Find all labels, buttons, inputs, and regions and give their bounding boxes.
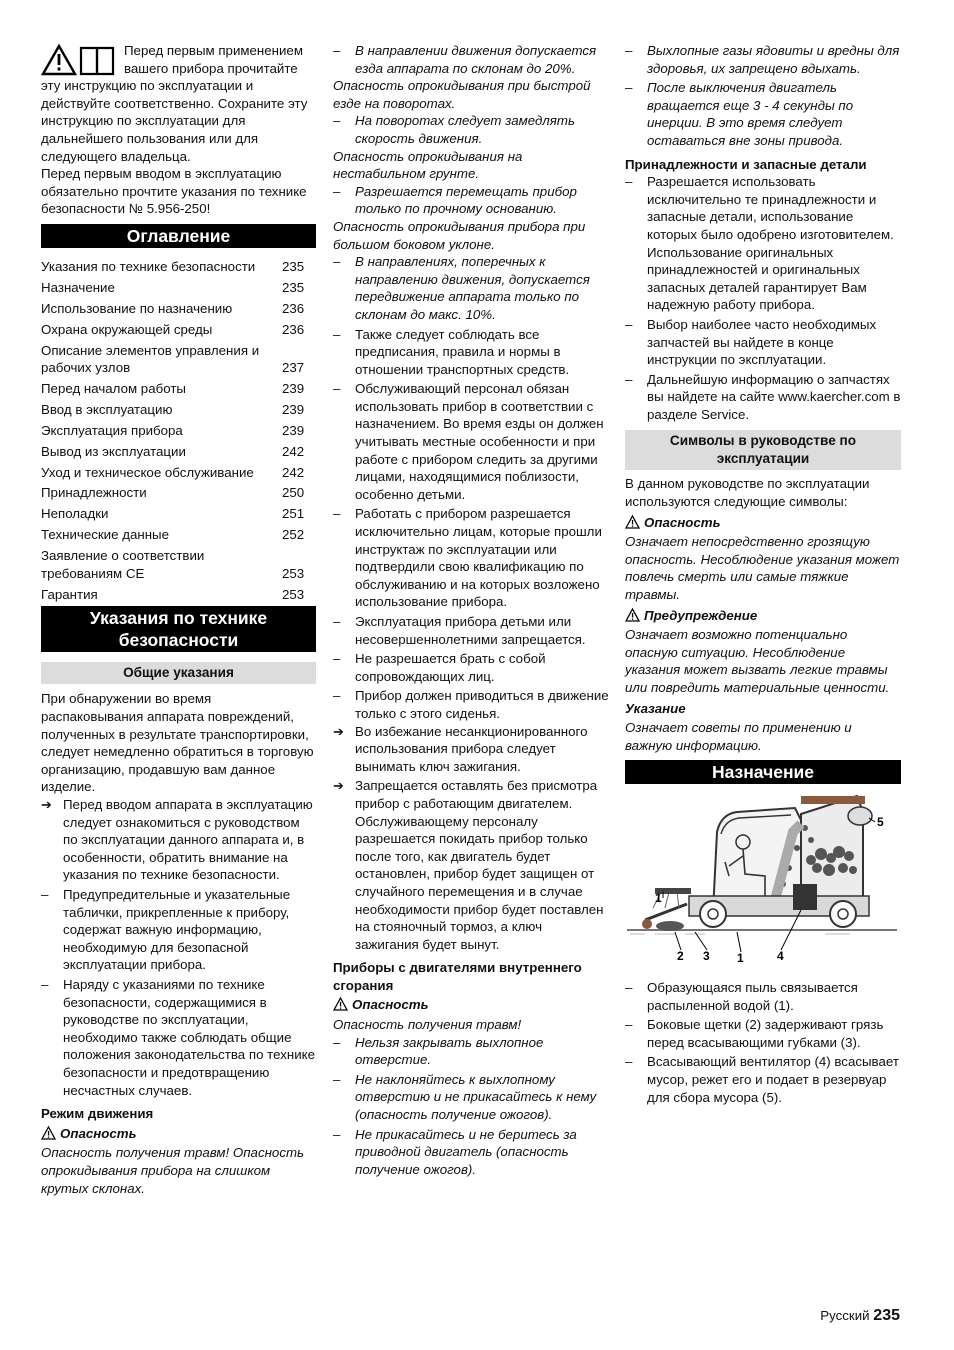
toc-entry [41,300,316,318]
column-3 [625,42,901,1106]
toc-entry-title: Вывод из эксплуатации [41,443,186,459]
list-item: – Не прикасайтесь и не беритесь за приводной двигатель (опасность получение ожогов). [333,1126,577,1177]
toc-title: Оглавление [41,224,316,248]
list-item: – В направлениях, поперечных к направлению движения, допускается передвижение аппарата только по склонам до макс. 10%. [333,254,590,322]
accessories-title: Принадлежности и запасные детали [625,156,867,172]
toc-entry [41,380,316,398]
general-title: Общие указания [41,662,316,684]
toc-entry-title: Уход и техническое обслуживание [41,464,254,480]
toc-entry-page: 239 [282,422,305,438]
list-item: – Не разрешается брать с собой сопровождающих лиц. [333,651,546,684]
general-text: При обнаружении во время распаковывания аппарата повреждений, полученных в результате транспортировки, следует немедленно обратиться в торговую организацию, продавшую вам данное изделие. [41,691,314,795]
toc-entry-page: 252 [282,527,305,543]
toc-entry-title: Указания по технике безопасности [41,258,256,274]
toc-entry [41,401,316,419]
list-item: – Нельзя закрывать выхлопное отверстие. [333,1034,544,1068]
toc-entry [41,505,316,523]
arrow-right-icon: ➔ [333,723,344,739]
list-item: – Эксплуатация прибора детьми или несовершеннолетними запрещается. [333,614,586,647]
fig-label: 2 [677,949,684,964]
danger-label: Опасность [625,514,901,532]
column-2 [333,42,609,1178]
toc-entry-title: Гарантия [41,586,98,602]
list-item: – Всасывающий вентилятор (4) всасывает мусор, режет его и подает в резервуар для сбора мусора (5). [625,1054,899,1105]
paragraph: Опасность опрокидывания при быстрой езде на поворотах. [333,78,591,111]
safety-title: Указания по технике безопасности [41,606,316,652]
toc-entry-title: Эксплуатация прибора [41,422,183,438]
note-label: Указание [625,700,686,716]
intro-text-2: Перед первым вводом в эксплуатацию обязательно прочтите указания по технике безопасности № 5.956-250! [41,166,307,217]
toc-entry [41,464,316,482]
toc-entry-title: Описание элементов управления и рабочих узлов [41,342,260,376]
toc-entry-page: 236 [282,321,305,337]
toc-entry-title: Технические данные [41,527,169,543]
toc-entry-page: 239 [282,401,305,417]
toc-entry-page: 242 [282,464,305,480]
paragraph: Опасность получения травм! [333,1017,522,1033]
toc-entry [41,279,316,297]
fig-label: 4 [777,949,784,964]
toc-entry [41,422,316,440]
list-item: – Разрешается перемещать прибор только по прочному основанию. [333,183,577,217]
list-item: – Разрешается использовать исключительно те принадлежности и запасные детали, использование которых было одобрено изготовителем. Использование оригинальных принадлежностей и оригинальных запасных деталей гарантирует Вам надежную работу прибора. [625,174,894,313]
toc-entry-page: 239 [282,380,305,396]
warning-triangle-icon [625,608,640,622]
toc-entry-page: 253 [282,586,305,602]
list-item: – Наряду с указаниями по технике безопасности, содержащимися в руководстве по эксплуатации, необходимо также соблюдать общие положения законодательства по технике безопасности и предотвращению несчастных случаев. [41,976,316,1098]
list-item: – На поворотах следует замедлять скорость движения. [333,113,575,146]
warning-manual-icon [41,44,116,76]
fig-label: 5 [877,815,884,830]
list-item: ➔ Перед вводом аппарата в эксплуатацию следует ознакомиться с руководством по эксплуатации данного аппарата и, в особенности, обратить внимание на указания по технике безопасности. [41,797,313,883]
toc-entry-title: Перед началом работы [41,380,186,396]
warning-triangle-icon [625,515,640,529]
list-item: – В направлении движения допускается езда аппарата по склонам до 20%. [333,43,597,76]
fig-label: 1 [655,891,662,906]
toc-entry [41,443,316,461]
toc-entry-page: 235 [282,279,305,295]
list-item: – Прибор должен приводиться в движение только с этого сиденья. [333,688,609,721]
toc-entry-title: Заявление о соответствии требованиям CE [41,548,205,581]
toc-entry-title: Охрана окружающей среды [41,321,213,337]
toc-entry-page: 251 [282,506,305,522]
warning-triangle-icon [41,1126,56,1140]
sweeper-diagram [625,784,901,974]
toc-entry-title: Принадлежности [41,485,147,501]
toc-entry-title: Использование по назначению [41,300,233,316]
list-item: ➔ Во избежание несанкционированного использования прибора следует вынимать ключ зажигания. [333,723,588,774]
symbols-intro: В данном руководстве по эксплуатации используются следующие символы: [625,476,870,510]
list-item: – После выключения двигатель вращается еще 3 - 4 секунды по инерции. В это время следует оставаться вне зоны привода. [625,80,854,148]
toc-entry-page: 237 [282,360,305,376]
list-item: – Образующаяся пыль связывается распыленной водой (1). [625,979,858,1013]
toc-entry [41,547,316,582]
column-1 [41,42,316,1197]
toc-entry-title: Неполадки [41,506,109,522]
symbols-title: Символы в руководстве по эксплуатации [625,430,901,470]
drive-danger-text: Опасность получения травм! Опасность опрокидывания прибора на слишком крутых склонах. [41,1145,305,1196]
toc-entry-page: 253 [282,565,305,581]
drive-title: Режим движения [41,1106,154,1122]
toc-entry-title: Назначение [41,279,115,295]
intro-text: Перед первым применением вашего прибора прочитайте эту инструкцию по эксплуатации и действуйте соответственно. Сохраните эту инструкцию по эксплуатации для дальнейшего пользования или для следующего владельца. [41,43,308,164]
toc-entry-page: 242 [282,443,305,459]
engine-title: Приборы с двигателями внутреннего сгорания [333,960,582,993]
note-text: Означает советы по применению и важную информацию. [625,720,852,753]
toc-entry-page: 250 [282,485,305,501]
warning-text: Означает возможно потенциально опасную ситуацию. Несоблюдение указания может вызвать легкие травмы или повредить материальные ценности. [625,627,890,695]
toc-entry [41,342,316,377]
warning-triangle-icon [333,997,348,1011]
paragraph: Опасность опрокидывания на нестабильном грунте. [333,148,523,182]
table-of-contents [41,258,316,603]
toc-entry-title: Ввод в эксплуатацию [41,401,173,417]
list-item: – Обслуживающий персонал обязан использовать прибор в соответствии с назначением. Во время езды он должен учитывать местные особенности и при работе с прибором следить за другими лицами, находящимися поблизости, особенно детьми. [333,381,604,502]
toc-entry [41,526,316,544]
danger-label: Опасность [41,1125,316,1143]
list-item: – Выбор наиболее часто необходимых запчастей вы найдете в конце инструкции по эксплуатации. [625,316,877,368]
page-number: 235 [873,1307,900,1324]
arrow-right-icon: ➔ [41,797,52,813]
toc-entry-page: 236 [282,300,305,316]
danger-label: Опасность [333,996,609,1014]
list-item: – Не наклоняйтесь к выхлопному отверстию и не прикасайтесь к нему (опасность получение ожогов). [333,1071,597,1123]
toc-entry-page: 235 [282,258,305,274]
danger-text: Означает непосредственно грозящую опасность. Несоблюдение указания может повлечь смерть или самые тяжкие травмы. [625,534,900,603]
warning-label: Предупреждение [625,607,901,625]
page-footer [820,1307,900,1325]
list-item: – Выхлопные газы ядовиты и вредны для здоровья, их запрещено вдыхать. [625,43,900,76]
fig-label: 1 [737,951,744,966]
purpose-title: Назначение [625,760,901,784]
list-item: – Также следует соблюдать все предписания, правила и нормы в отношении транспортных средств. [333,326,570,377]
list-item: ➔ Запрещается оставлять без присмотра прибор с работающим двигателем. Обслуживающему персоналу разрешается покидать прибор только после того, как двигатель будет остановлен, прибор будет защищен от случайного перемещения и в случае необходимости прибор будет поставлен на стояночный тормоз, а ключ зажигания будет вынут. [333,778,604,952]
paragraph: Опасность опрокидывания прибора при большом боковом уклоне. [333,218,586,252]
toc-entry [41,586,316,604]
footer-language: Русский [820,1308,870,1323]
list-item: – Дальнейшую информацию о запчастях вы найдете на сайте www.kaercher.com в разделе Service. [625,371,901,422]
toc-entry [41,484,316,502]
list-item: – Работать с прибором разрешается исключительно лицам, которые прошли инструктаж по эксплуатации или подтвердили свою квалификацию по обслуживанию и на которых возложено использование прибора. [333,506,602,610]
toc-entry [41,258,316,276]
list-item: – Предупредительные и указательные таблички, прикрепленные к прибору, содержат важную информацию, необходимую для безопасной эксплуатации прибора. [41,887,291,973]
toc-entry [41,321,316,339]
fig-label: 3 [703,949,710,964]
arrow-right-icon: ➔ [333,778,344,794]
list-item: – Боковые щетки (2) задерживают грязь перед всасывающими губками (3). [625,1017,884,1050]
